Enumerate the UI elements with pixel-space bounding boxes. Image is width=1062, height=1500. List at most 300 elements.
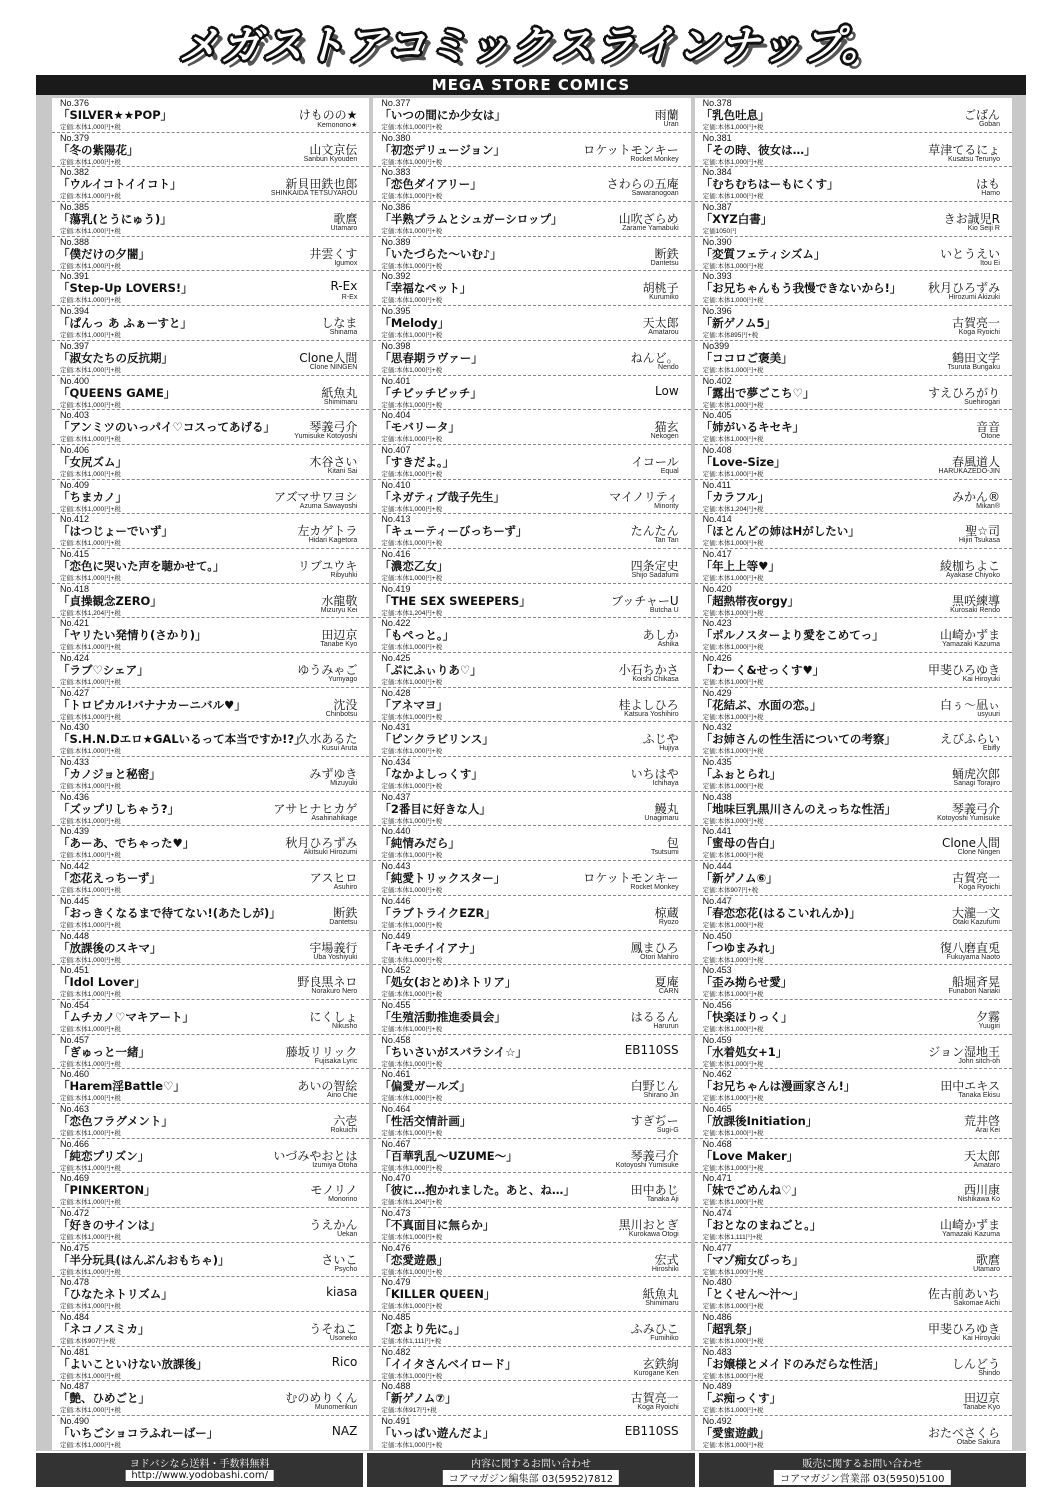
entry-title: 「冬の紫陽花」 [58,142,139,157]
entry-title: 「愛蜜遊戯」 [700,1426,770,1441]
entry-number: No.434 [381,757,411,768]
catalog-entry [52,98,369,133]
entry-author: はも [975,177,1000,192]
catalog-entry [695,722,1012,757]
entry-number: No.376 [60,98,90,108]
entry-number: No.489 [702,1381,732,1392]
entry-price: 定価:本体1,000円+税 [60,540,121,548]
entry-author-romaji: Yuugiri [978,1022,1000,1030]
entry-price: 定価:本体1,000円+税 [702,1095,764,1103]
catalog-entry [373,792,690,827]
catalog-entry [695,237,1012,272]
catalog-entry [52,653,369,688]
entry-author: 秋月ひろずみ [927,281,1000,296]
catalog-entry [52,410,369,445]
entry-title: 「Step-Up LOVERS!」 [58,281,193,296]
entry-price: 定価:本体1,000円+税 [60,713,121,721]
entry-price: 定価:本体1,000円+税 [702,921,764,929]
footer [36,1453,1026,1487]
entry-author-romaji: John sitch-oh [958,1057,1000,1065]
catalog-entry [695,1312,1012,1347]
entry-number: No.485 [381,1312,411,1323]
entry-price: 定価:本体1,000円+税 [381,1025,443,1033]
entry-title: 「初恋デリュージョン」 [379,142,506,157]
entry-price: 定価:本体1,000円+税 [60,1372,121,1380]
entry-title: 「Harem淫Battle♡」 [58,1079,185,1094]
entry-author-romaji: Asuhiro [333,884,358,892]
entry-title: 「SILVER★★POP」 [58,108,173,122]
entry-author: みかん® [951,489,1000,504]
entry-number: No.413 [381,514,411,525]
entry-price: 定価:本体1,000円+税 [60,887,121,895]
entry-author-romaji: Kurogane Ken [633,1369,679,1377]
entry-price: 定価:本体1,000円+税 [381,1303,443,1311]
catalog-entry [373,1416,690,1450]
entry-number: No.484 [60,1312,90,1323]
entry-author-romaji: Otabe Sakura [956,1439,1000,1447]
entry-title: 「Idol Lover」 [58,975,146,990]
entry-author: kiasa [326,1285,358,1300]
entry-author: EB110SS [624,1424,679,1439]
entry-price: 定価:本体1,000円+税 [60,470,121,478]
entry-number: No.483 [702,1346,732,1357]
entry-title: 「超乳祭」 [700,1322,759,1337]
entry-title: 「幸福なペット」 [379,281,472,296]
entry-author: いちはや [630,767,679,782]
entry-title: 「恋花えっちーず」 [58,871,161,886]
catalog-entry [373,306,690,341]
catalog-entry [695,133,1012,168]
catalog-entry [373,965,690,1000]
entry-author: 秋月ひろずみ [285,836,358,851]
entry-author-romaji: usyuuri [977,710,1000,718]
entry-number: No.432 [702,722,732,733]
entry-title: 「アネマヨ」 [379,697,448,712]
entry-author: 鰻丸 [654,801,679,816]
entry-number: No.449 [381,930,411,941]
entry-author-romaji: Ryozo [658,918,679,926]
entry-author-romaji: Kitani Sai [327,467,358,475]
entry-title: 「お姉さんの性生活についての考察」 [700,732,896,747]
entry-author-romaji: Yamazaki Kazuma [942,1231,1000,1238]
catalog-entry [695,1208,1012,1243]
entry-author: 古賀亮一 [630,1391,679,1406]
catalog-entry [695,167,1012,202]
entry-author: 鶴田文学 [951,350,1000,365]
entry-number: No.416 [381,548,411,559]
entry-number: No.481 [60,1346,90,1357]
catalog-entry [52,826,369,861]
entry-author-romaji: Hiroshiki [651,1265,679,1273]
entry-number: No.406 [60,444,90,455]
entry-author: さわらの五庵 [606,177,679,192]
entry-author-romaji: Rokuichi [330,1126,358,1134]
catalog-entry [373,1069,690,1104]
catalog-column [695,98,1012,1450]
entry-author-romaji: Dantetsu [650,259,679,267]
catalog-entry [52,167,369,202]
entry-author: うそねこ [309,1322,358,1337]
entry-author-romaji: Ribyuhki [330,571,358,579]
entry-number: No.473 [381,1208,411,1218]
catalog-entry [695,1139,1012,1174]
entry-author-romaji: Mizuryu Kei [320,606,358,614]
entry-number: No.427 [60,687,90,698]
entry-author: 音音 [975,420,1000,435]
catalog-entry [695,410,1012,445]
entry-author: 春風道人 [951,454,1000,469]
entry-author-romaji: Fukuyama Naoto [946,953,1000,961]
entry-author: Clone人間 [941,836,1000,851]
entry-author-romaji: Kemonono★ [317,122,358,129]
entry-number: No.424 [60,653,90,663]
entry-title: 「Love Maker」 [700,1148,799,1163]
entry-author-romaji: Tanaka Aji [646,1196,679,1204]
entry-number: No.431 [381,722,411,733]
catalog-entry [373,931,690,966]
entry-price: 定価:本体1,000円+税 [60,1442,121,1450]
catalog-entry [695,861,1012,896]
entry-author-romaji: Koga Ryoichi [958,329,1000,337]
catalog-entry [52,861,369,896]
entry-price: 定価:本体1,000円+税 [381,297,443,305]
entry-author-romaji: Nekogen [650,433,679,441]
entry-author-romaji: Yumyago [328,676,358,683]
entry-number: No.393 [702,271,732,282]
footer-label: 販売に関するお問い合わせ [802,1459,923,1470]
catalog-entry [52,514,369,549]
entry-title: 「カラフル」 [700,489,770,504]
entry-price: 定価:本体1,000円+税 [702,1025,764,1033]
entry-number: No.469 [60,1173,90,1184]
entry-price: 定価:本体1,000円+税 [702,470,764,478]
entry-author: しなま [321,316,358,331]
entry-number: No.403 [60,410,90,421]
entry-title: 「百華乳乱〜UZUME〜」 [379,1148,518,1163]
entry-author-romaji: Otori Mahiro [640,953,679,961]
entry-title: 「ほとんどの姉はHがしたい」 [700,524,860,539]
catalog-entry [52,306,369,341]
entry-author-romaji: Uran [663,121,679,128]
entry-price: 定価:本体1,000円+税 [60,991,121,999]
entry-number: No.455 [381,999,411,1010]
entry-author: 甲斐ひろゆき [927,1322,1000,1337]
entry-author: NAZ [331,1424,358,1439]
catalog-entry [373,722,690,757]
entry-author-romaji: Butcha U [649,606,679,614]
entry-author-romaji: Asahinahikage [311,814,358,822]
entry-title: 「純愛トリックスター」 [379,871,506,886]
entry-number: No.439 [60,826,90,837]
catalog-entry [52,1208,369,1243]
entry-number: No.458 [381,1034,411,1045]
entry-author: 黒咲練導 [951,593,1000,608]
entry-title: 「おとなのまねごと。」 [700,1218,822,1232]
entry-author: 蛹虎次郎 [951,767,1000,782]
entry-number: No.430 [60,722,90,733]
entry-author: 井雲くす [309,246,358,261]
entry-author-romaji: Equal [660,467,679,475]
entry-number: No.442 [60,861,90,872]
entry-title: 「恋色フラグメント」 [58,1113,173,1128]
entry-number: No.418 [60,583,90,594]
entry-title: 「好きのサインは」 [58,1218,161,1232]
entry-author: 田中あじ [630,1183,679,1198]
entry-author: にくしょ [309,1009,358,1024]
catalog-entry [373,861,690,896]
entry-author: 椋蔵 [654,905,679,920]
entry-number: No.445 [60,895,90,906]
entry-number: No.384 [702,167,732,178]
entry-author: 甲斐ひろゆき [927,663,1000,677]
entry-number: No.480 [702,1277,732,1288]
catalog-entry [373,1104,690,1139]
entry-price: 定価:本体1,000円+税 [702,817,764,825]
entry-author: 荒井啓 [963,1113,1000,1128]
catalog-entry [373,237,690,272]
catalog-entry [52,1173,369,1208]
entry-title: 「性活交情計画」 [379,1113,472,1128]
catalog-entry [695,98,1012,133]
entry-author-romaji: Sugi-G [656,1126,679,1134]
catalog-entry [373,1139,690,1174]
entry-price: 定価:本体1,204円+税 [60,609,121,617]
entry-price: 定価:本体1,000円+税 [381,193,443,201]
entry-title: 「ちいさいがスバラシイ☆」 [379,1044,528,1059]
entry-number: No.401 [381,375,411,386]
footer-box [36,1453,363,1487]
catalog-entry [373,271,690,306]
entry-author-romaji: Kai Hiroyuki [962,1335,1000,1343]
entry-price: 定価:本体907円+税 [702,887,759,895]
entry-author: 新貝田鉄也郎 [285,177,358,192]
entry-price: 定価:本体1,204円+税 [381,1199,443,1207]
catalog-entry [373,480,690,515]
entry-number: No.479 [381,1277,411,1288]
entry-author: Clone人間 [299,350,358,365]
entry-price: 定価:本体1,000円+税 [702,956,764,964]
entry-author: 琴義弓介 [630,1148,679,1163]
catalog-entry [695,306,1012,341]
entry-title: 「ふぉとられ」 [700,767,782,782]
entry-price: 定価:本体1,000円+税 [381,1060,443,1068]
entry-number: No.452 [381,965,411,976]
entry-title: 「地味巨乳黒川さんのえっちな性活」 [700,801,897,816]
entry-author-romaji: Amataro [973,1161,1000,1169]
entry-author: 大瀧一文 [951,905,1000,920]
entry-author-romaji: Ichihaya [652,780,679,788]
entry-title: 「超熱帯夜orgy」 [700,593,799,608]
entry-author: 聖☆司 [965,524,1000,539]
catalog-entry [695,271,1012,306]
catalog-entry [52,722,369,757]
entry-price: 定価:本体1,000円+税 [381,1164,443,1172]
entry-price: 定価:本体1,000円+税 [60,1164,121,1172]
catalog-entry [52,584,369,619]
entry-author-romaji: R-Ex [341,294,358,302]
entry-title: 「よいこといけない放課後」 [58,1356,208,1371]
entry-title: 「ぎゅっと一緒」 [58,1044,150,1059]
entry-author-romaji: Shijo Sadafumi [631,571,679,579]
entry-author: いとうえい [939,246,1000,261]
catalog-entry [373,1243,690,1278]
catalog-entry [52,1277,369,1312]
entry-title: 「蕩乳(とうにゅう)」 [58,212,172,227]
entry-author: 玄鉄絢 [642,1356,679,1371]
entry-author-romaji: Clone Ningen [957,849,1000,857]
entry-price: 定価:本体1,000円+税 [702,783,764,791]
entry-number: No.471 [702,1173,732,1184]
entry-author-romaji: Kurumiko [649,294,679,302]
entry-author: ねんど。 [630,350,679,365]
entry-author: 草津てるにょ [928,142,1000,157]
entry-author: 琴義弓介 [951,801,1000,816]
entry-number: No.425 [381,653,411,663]
entry-title: 「いたづらた〜いむ♪」 [379,246,502,261]
entry-price: 定価:本体1,000円+税 [381,505,443,513]
entry-title: 「蜜母の告白」 [700,836,782,851]
catalog-entry [695,1381,1012,1416]
entry-price: 定価:本体1,000円+税 [702,1129,764,1137]
entry-price: 定価:本体1,000円+税 [702,158,764,166]
entry-price: 定価:本体1,000円+税 [381,436,443,444]
entry-author: 夕霧 [975,1009,1000,1024]
entry-title: 「春恋恋花(はるこいれんか)」 [700,905,861,920]
entry-price: 定価:本体1,000円+税 [60,436,121,444]
entry-author: 紙魚丸 [321,385,358,400]
entry-author-romaji: Minority [654,502,679,510]
entry-title: 「もぺっと。」 [379,628,455,643]
entry-price: 定価:本体1,000円+税 [60,817,121,825]
entry-title: 「チビッチビッチ」 [379,385,482,400]
entry-author: 歌麿 [333,212,358,227]
entry-number: No.382 [60,167,90,178]
catalog-columns [52,98,1012,1450]
catalog-entry [52,1381,369,1416]
entry-author: Rico [331,1354,358,1369]
catalog-entry [373,1312,690,1347]
entry-author: ジョン湿地王 [928,1044,1000,1059]
entry-author: えびふらい [939,732,1000,747]
entry-author-romaji: Yumisuke Kotoyoshi [294,433,358,441]
entry-title: 「はつじょーでいず」 [58,524,173,539]
entry-title: 「放課後Initiation」 [700,1113,818,1128]
entry-title: 「いちごショコラふれーばー」 [58,1426,219,1441]
catalog-entry [52,133,369,168]
entry-author: おたべさくら [927,1426,1000,1441]
catalog-entry [695,445,1012,480]
entry-title: 「半分玩具(はんぶんおもちゃ)」 [58,1252,230,1267]
entry-author: 胡桃子 [642,281,679,296]
entry-title: 「女尻ズム」 [58,454,127,469]
entry-author-romaji: Rocket Monkey [630,155,679,163]
entry-author-romaji: Tan Tan [654,537,679,545]
catalog-entry [52,202,369,237]
catalog-entry [373,1173,690,1208]
entry-number: No.440 [381,826,411,837]
entry-price: 定価:本体1,000円+税 [60,679,121,686]
entry-price: 定価:本体1,000円+税 [381,366,443,374]
entry-author: 紙魚丸 [642,1287,679,1302]
entry-number: No.461 [381,1069,411,1080]
entry-price: 定価:本体907円+税 [60,1338,116,1346]
entry-number: No.453 [702,965,732,976]
entry-author-romaji: HARUKAZEDO-JIN [938,467,1000,475]
entry-author-romaji: Kai Hiroyuki [962,676,1000,683]
entry-title: 「お兄ちゃんは漫画家さん!」 [700,1079,856,1094]
entry-number: No.466 [60,1138,90,1149]
entry-price: 定価:本体1,000円+税 [702,262,764,270]
entry-title: 「乳色吐息」 [700,108,770,122]
entry-author-romaji: Akitsuki Hirozumi [303,849,358,857]
entry-price: 定価:本体1,000円+税 [702,1199,764,1207]
entry-number: No.394 [60,306,90,317]
entry-title: 「PINKERTON」 [58,1183,156,1198]
entry-price: 定価:本体1,000円+税 [381,262,443,270]
entry-author: ロケットモンキー [583,142,679,157]
entry-title: 「ぱんっ あ ふぁーすと」 [58,316,192,331]
catalog-entry [52,1347,369,1382]
entry-author: 藤坂リリック [285,1044,358,1059]
entry-price: 定価:本体1,000円+税 [702,713,764,721]
catalog-entry [695,341,1012,376]
entry-author: 断鉄 [333,905,358,920]
entry-price: 定価:本体1,000円+税 [702,644,764,652]
entry-author-romaji: Hirozumi Akizuki [948,294,1000,302]
catalog-entry [52,1069,369,1104]
entry-price: 定価:本体1,000円+税 [381,748,443,756]
entry-price: 定価:本体1,000円+税 [702,1268,764,1276]
entry-author-romaji: Sanbun Kyouden [303,155,358,163]
catalog-entry [52,549,369,584]
title-area [0,14,1062,74]
catalog-entry [695,1035,1012,1070]
entry-number: No.409 [60,479,90,490]
catalog-column [373,98,690,1450]
entry-price: 定価:本体1,000円+税 [60,921,121,929]
entry-title: 「ラブ♡シェア」 [58,663,149,677]
entry-number: No.387 [702,202,732,213]
entry-number: No.477 [702,1242,732,1253]
entry-price: 定価:本体1,000円+税 [381,228,443,236]
entry-title: 「思春期ラヴァー」 [379,350,483,365]
footer-url[interactable]: http://www.yodobashi.com/ [125,1470,274,1481]
entry-author-romaji: Uba Yoshiyuki [313,953,358,961]
catalog-entry [695,584,1012,619]
footer-contact: コアマガジン営業部 03(5950)5100 [774,1470,950,1485]
catalog-entry [695,1069,1012,1104]
entry-author: 宇場義行 [309,940,358,955]
catalog-entry [695,1000,1012,1035]
entry-number: No.491 [381,1416,411,1427]
entry-author-romaji: Usoneko [329,1335,358,1343]
entry-author-romaji: Sanagi Torajiro [953,780,1000,788]
entry-price: 定価:本体1,204円+税 [702,505,764,513]
entry-number: No.447 [702,895,732,906]
entry-author: 山崎かずま [939,628,1000,643]
entry-author: すぎぢー [630,1113,679,1128]
entry-title: 「その時、彼女は…」 [700,142,816,157]
entry-number: No.450 [702,930,732,941]
entry-title: 「放課後のスキマ」 [58,940,162,955]
entry-author: 天太郎 [642,316,679,331]
entry-author: ふじや [642,732,679,747]
entry-author-romaji: Monorino [328,1196,358,1204]
entry-number: No.414 [702,514,732,525]
footer-label: 内容に関するお問い合わせ [470,1459,591,1470]
catalog-entry [695,202,1012,237]
entry-price: 定価:本体1,000円+税 [702,748,764,756]
